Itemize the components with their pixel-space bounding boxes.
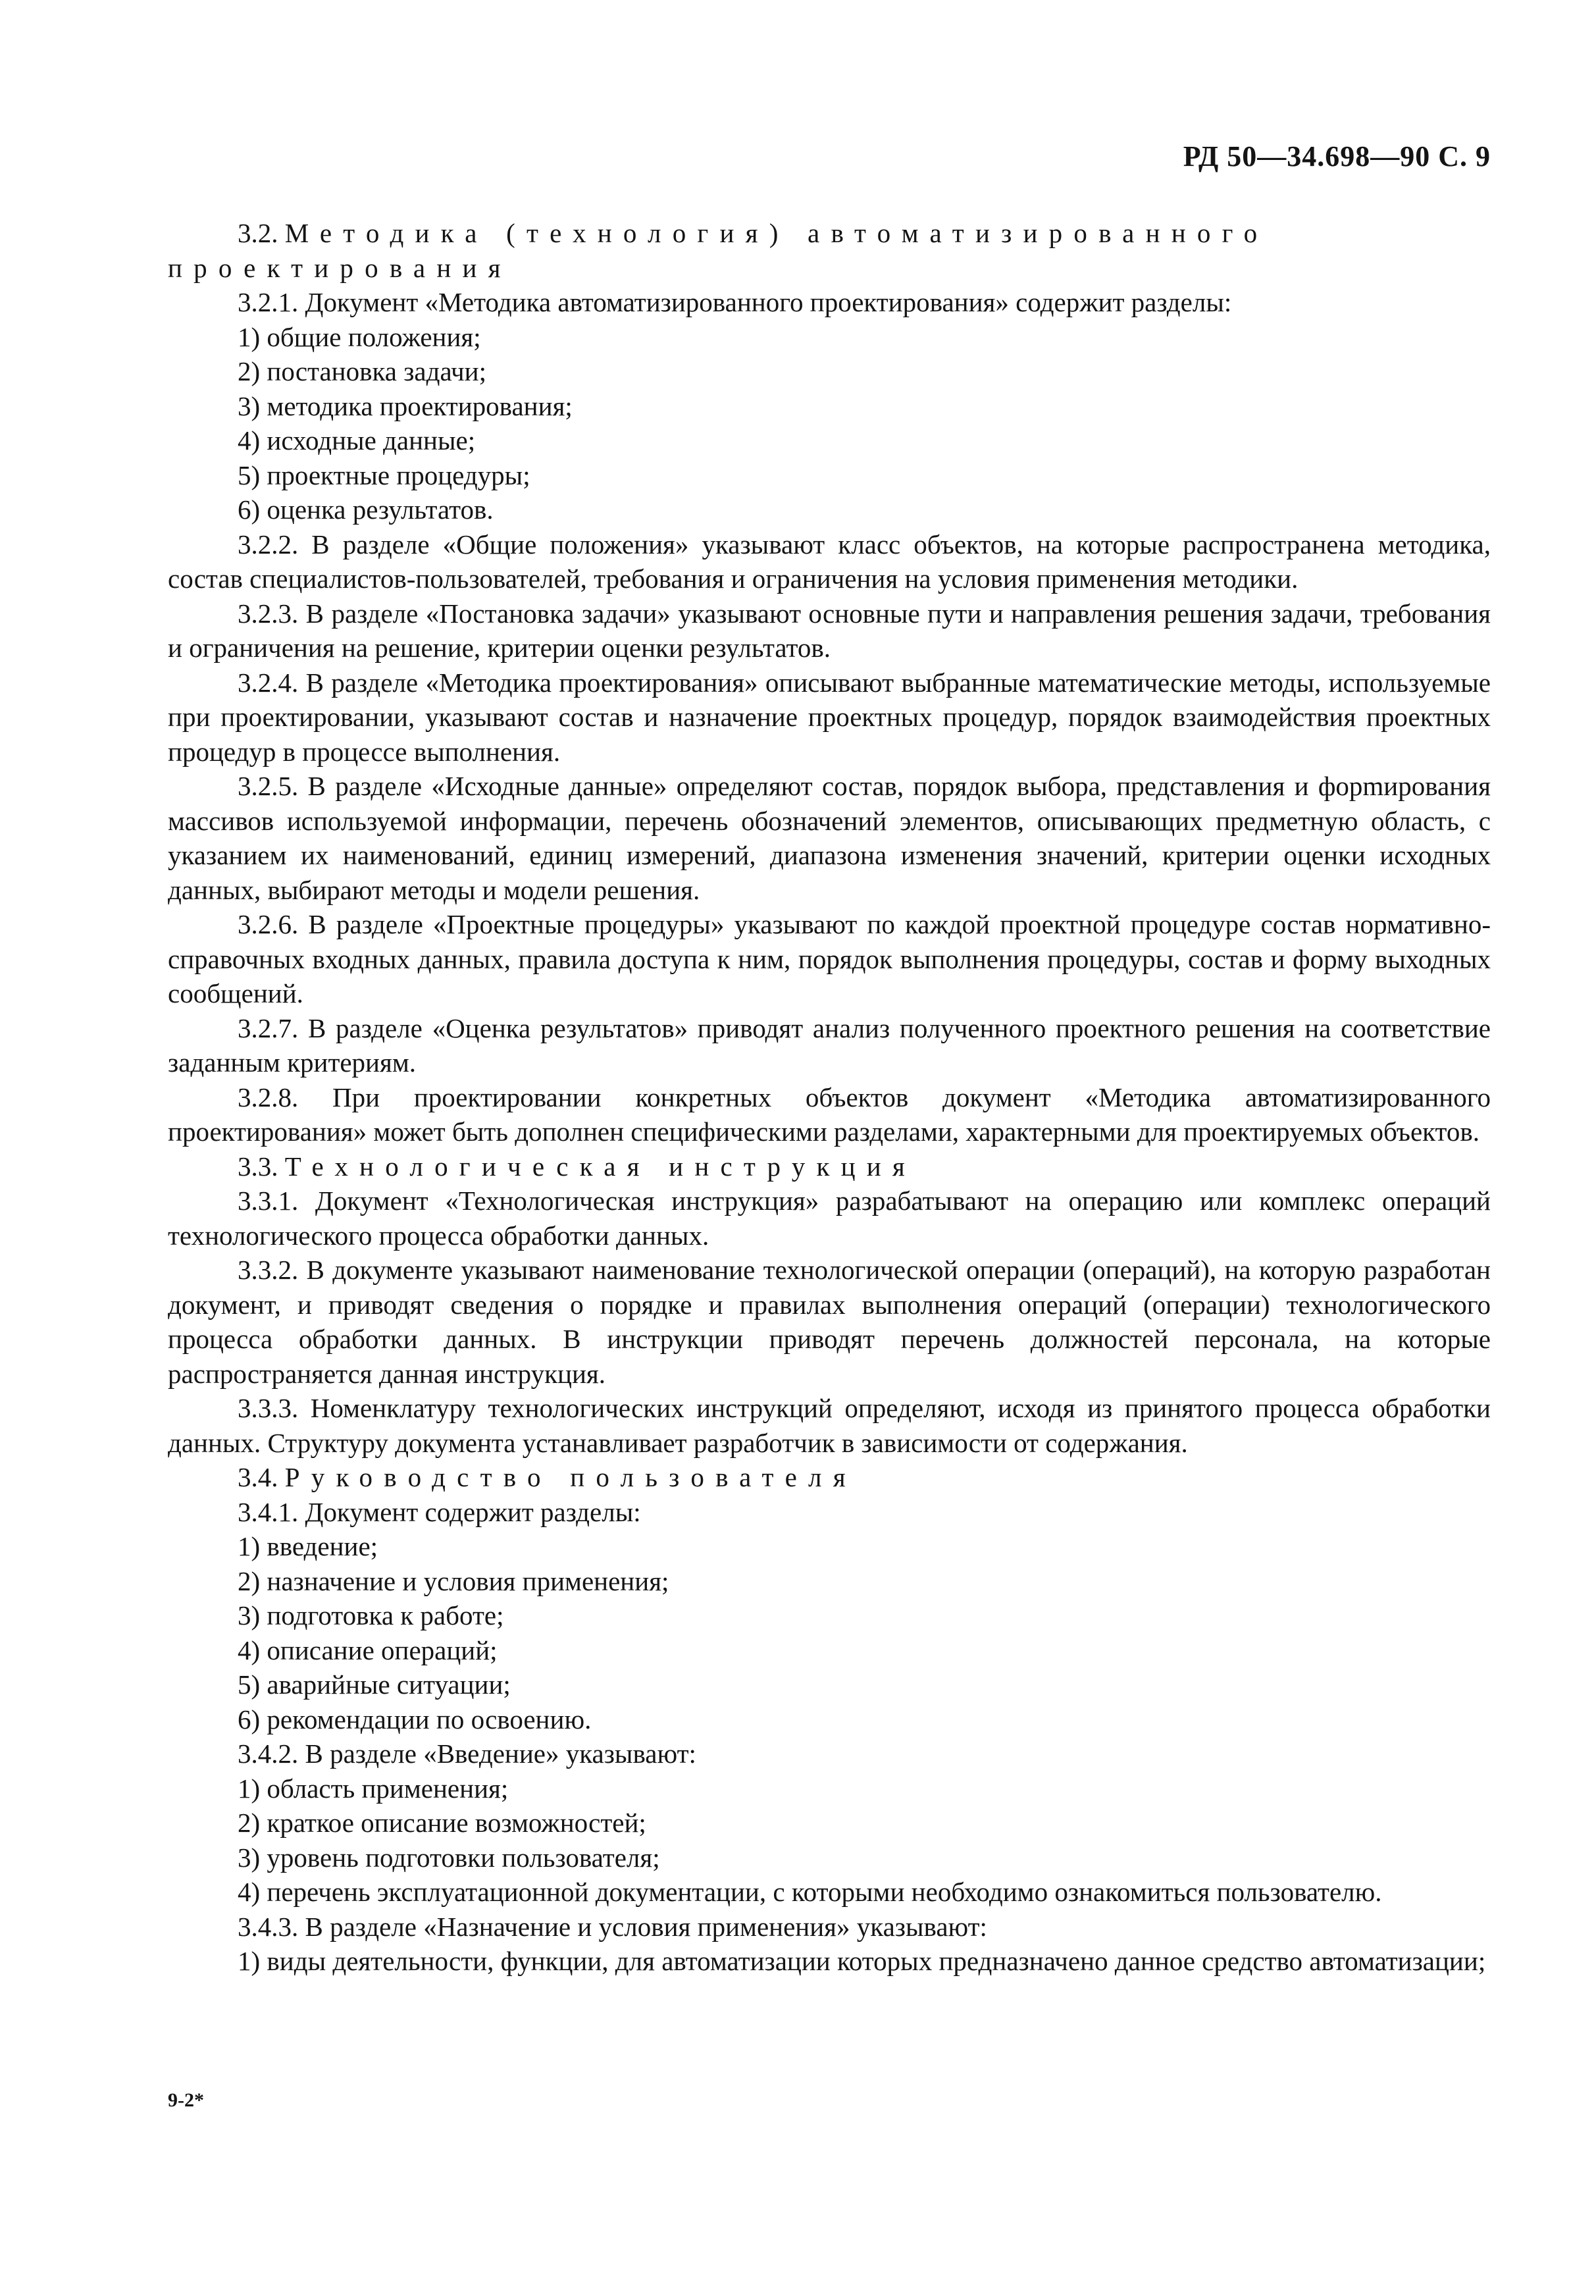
list-item: 1) введение; — [238, 1531, 378, 1561]
section-title: Методика (технология) автоматизированного проектирования — [168, 218, 1269, 283]
paragraph: 3.2.6. В разделе «Проектные процедуры» указывают по каждой проектной процедуре состав нормативно-справочных входных данных, правила доступа к ним, порядок выполнения процедуры, состав и форму выходных сообщений. — [168, 909, 1491, 1008]
list-item: 2) назначение и условия применения; — [238, 1565, 669, 1596]
section-title: Технологическая инструкция — [284, 1151, 916, 1182]
paragraph: 3.2.8. При проектировании конкретных объектов документ «Методика автоматизированного проектирования» может быть дополнен специфическими разделами, характерными для проектируемых объектов. — [168, 1082, 1491, 1147]
section-number: 3.4. — [238, 1462, 285, 1492]
list-item: 2) краткое описание возможностей; — [238, 1808, 646, 1838]
paragraph: 3.2.5. В разделе «Исходные данные» определяют состав, порядок выбора, представления и форmирования массивов используемой информации, перечень обозначений элементов, описывающих предметную область, с указанием их наименований, единиц измерений, диапазона изменения значений, критерии оценки исходных данных, выбирают методы и модели решения. — [168, 771, 1491, 905]
section-heading — [168, 216, 1491, 285]
section-title: Руководство пользователя — [284, 1462, 857, 1492]
list-item: 3) методика проектирования; — [238, 390, 573, 421]
section-number: 3.3. — [238, 1151, 285, 1182]
page-signature-mark: 9-2* — [168, 2089, 204, 2111]
list-item: 3) уровень подготовки пользователя; — [238, 1842, 660, 1873]
list-item: 5) аварийные ситуации; — [238, 1669, 511, 1700]
paragraph: 3.3.2. В документе указывают наименование технологической операции (операций), на которую разработан документ, и приводят сведения о порядке и правилах выполнения операций (операции) технологического процесса обработки данных. В инструкции приводят перечень должностей персонала, на которые распространяется данная инструкция. — [168, 1255, 1491, 1389]
paragraph: 3.4.1. Документ содержит разделы: — [238, 1496, 641, 1527]
list-item: 1) область применения; — [238, 1773, 509, 1804]
list-item: 4) описание операций; — [238, 1634, 498, 1665]
section-heading — [168, 1149, 1491, 1184]
paragraph: 3.3.3. Номенклатуру технологических инструкций определяют, исходя из принятого процесса обработки данных. Структуру документа устанавливает разработчик в зависимости от содержания. — [168, 1393, 1491, 1458]
page-header: РД 50—34.698—90 С. 9 — [1183, 140, 1491, 172]
list-item: 2) постановка задачи; — [238, 356, 486, 386]
paragraph: 3.2.4. В разделе «Методика проектирования» описывают выбранные математические методы, используемые при проектировании, указывают состав и назначение проектных процедур, порядок взаимодействия проектных процедур в процессе выполнения. — [168, 667, 1491, 767]
list-item: 3) подготовка к работе; — [238, 1600, 504, 1631]
paragraph: 3.2.2. В разделе «Общие положения» указывают класс объектов, на которые распространена методика, состав специалистов-пользователей, требования и ограничения на условия применения методики. — [168, 529, 1491, 594]
document-body — [168, 216, 1491, 1979]
section-number: 3.2. — [238, 218, 285, 248]
list-item: 6) оценка результатов. — [238, 494, 494, 525]
paragraph: 3.3.1. Документ «Технологическая инструкция» разрабатывают на операцию или комплекс операций технологического процесса обработки данных. — [168, 1186, 1491, 1251]
section-heading — [168, 1460, 1491, 1495]
list-item: 4) исходные данные; — [238, 425, 476, 456]
paragraph: 1) виды деятельности, функции, для автоматизации которых предназначено данное средство автоматизации; — [238, 1946, 1486, 1976]
paragraph: 3.2.7. В разделе «Оценка результатов» приводят анализ полученного проектного решения на соответствие заданным критериям. — [168, 1012, 1491, 1078]
paragraph: 3.4.3. В разделе «Назначение и условия применения» указывают: — [238, 1911, 987, 1942]
paragraph: 3.4.2. В разделе «Введение» указывают: — [238, 1738, 696, 1769]
paragraph: 3.2.3. В разделе «Постановка задачи» указывают основные пути и направления решения задачи, требования и ограничения на решение, критерии оценки результатов. — [168, 598, 1491, 663]
paragraph: 3.2.1. Документ «Методика автоматизированного проектирования» содержит разделы: — [238, 287, 1232, 317]
paragraph: 4) перечень эксплуатационной документации, с которыми необходимо ознакомиться пользователю. — [238, 1877, 1382, 1907]
list-item: 1) общие положения; — [238, 321, 481, 352]
list-item: 6) рекомендации по освоению. — [238, 1704, 592, 1735]
list-item: 5) проектные процедуры; — [238, 459, 530, 490]
